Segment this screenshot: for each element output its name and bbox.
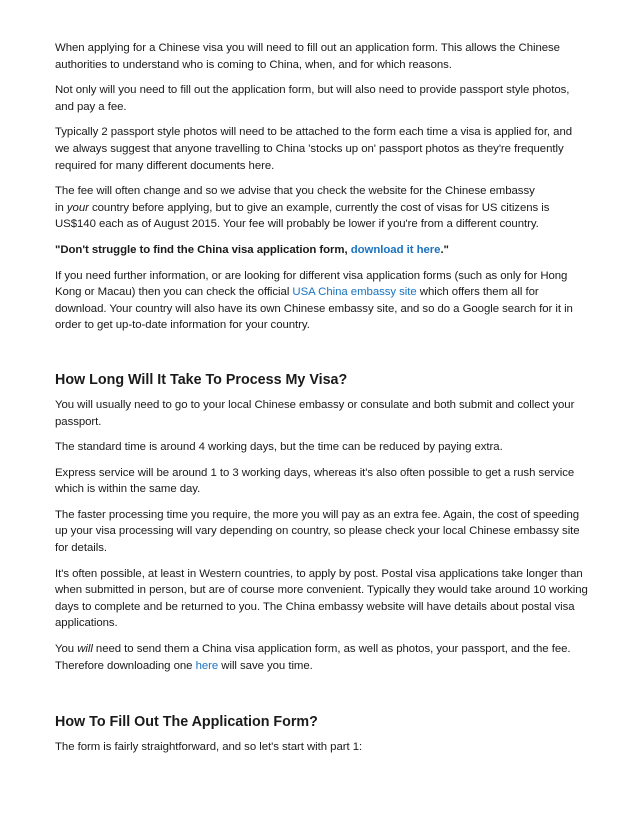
- download-form-link[interactable]: download it here: [350, 243, 441, 256]
- paragraph-faster: The faster processing time you require, the more you will pay as an extra fee. Again, the cost of speeding up your visa processing will vary depending on country, so please check your local Chinese embassy site for details.: [55, 508, 580, 555]
- document-page: [55, 40, 588, 765]
- paragraph-photos: Typically 2 passport style photos will need to be attached to the form each time a visa is applied for, and we always suggest that anyone travelling to China 'stocks up on' passport photos as they're frequently required for many different documents here.: [55, 126, 573, 172]
- paragraph-postal: It's often possible, at least in Western countries, to apply by post. Postal visa applications take longer than when submitted in person, but are of course more convenient. Typically they would take around 10 working days to complete and be returned to you. The China embassy website will have details about postal visa applications.: [55, 567, 588, 630]
- here-link[interactable]: here: [195, 659, 219, 672]
- paragraph-fee: The fee will often change and so we advise that you check the website for the Chinese embassy in your country before applying, but to give an example, currently the cost of visas for US citizens is US$140 each as of August 2015. Your fee will probably be lower if you're from a different country.: [55, 185, 550, 231]
- download-quote: "Don't struggle to find the China visa application form, download it here.": [55, 243, 449, 256]
- paragraph-collect: You will usually need to go to your local Chinese embassy or consulate and both submit and collect your passport.: [55, 398, 575, 428]
- paragraph-requirements: Not only will you need to fill out the application form, but will also need to provide passport style photos, and pay a fee.: [55, 84, 570, 113]
- paragraph-intro: When applying for a Chinese visa you will need to fill out an application form. This allows the Chinese authorities to understand who is coming to China, when, and for which reasons.: [55, 42, 560, 71]
- paragraph-send-form: You will need to send them a China visa application form, as well as photos, your passport, and the fee. Therefore downloading one here will save you time.: [55, 643, 571, 672]
- embassy-site-link[interactable]: USA China embassy site: [292, 286, 417, 299]
- paragraph-embassy-site: If you need further information, or are looking for different visa application forms (such as only for Hong Kong or Macau) then you can check the official USA China embassy site which offers them all for download. Your country will also have its own Chinese embassy site, and so do a Google search for it in order to get up-to-date information for your country.: [55, 269, 573, 332]
- heading-processing-time: How Long Will It Take To Process My Visa?: [55, 371, 348, 388]
- heading-fill-out-form: How To Fill Out The Application Form?: [55, 714, 318, 731]
- paragraph-standard-time: The standard time is around 4 working days, but the time can be reduced by paying extra.: [55, 441, 503, 454]
- paragraph-express: Express service will be around 1 to 3 working days, whereas it's also often possible to get a rush service which is within the same day.: [55, 466, 575, 496]
- paragraph-part-one: The form is fairly straightforward, and so let's start with part 1:: [55, 741, 363, 754]
